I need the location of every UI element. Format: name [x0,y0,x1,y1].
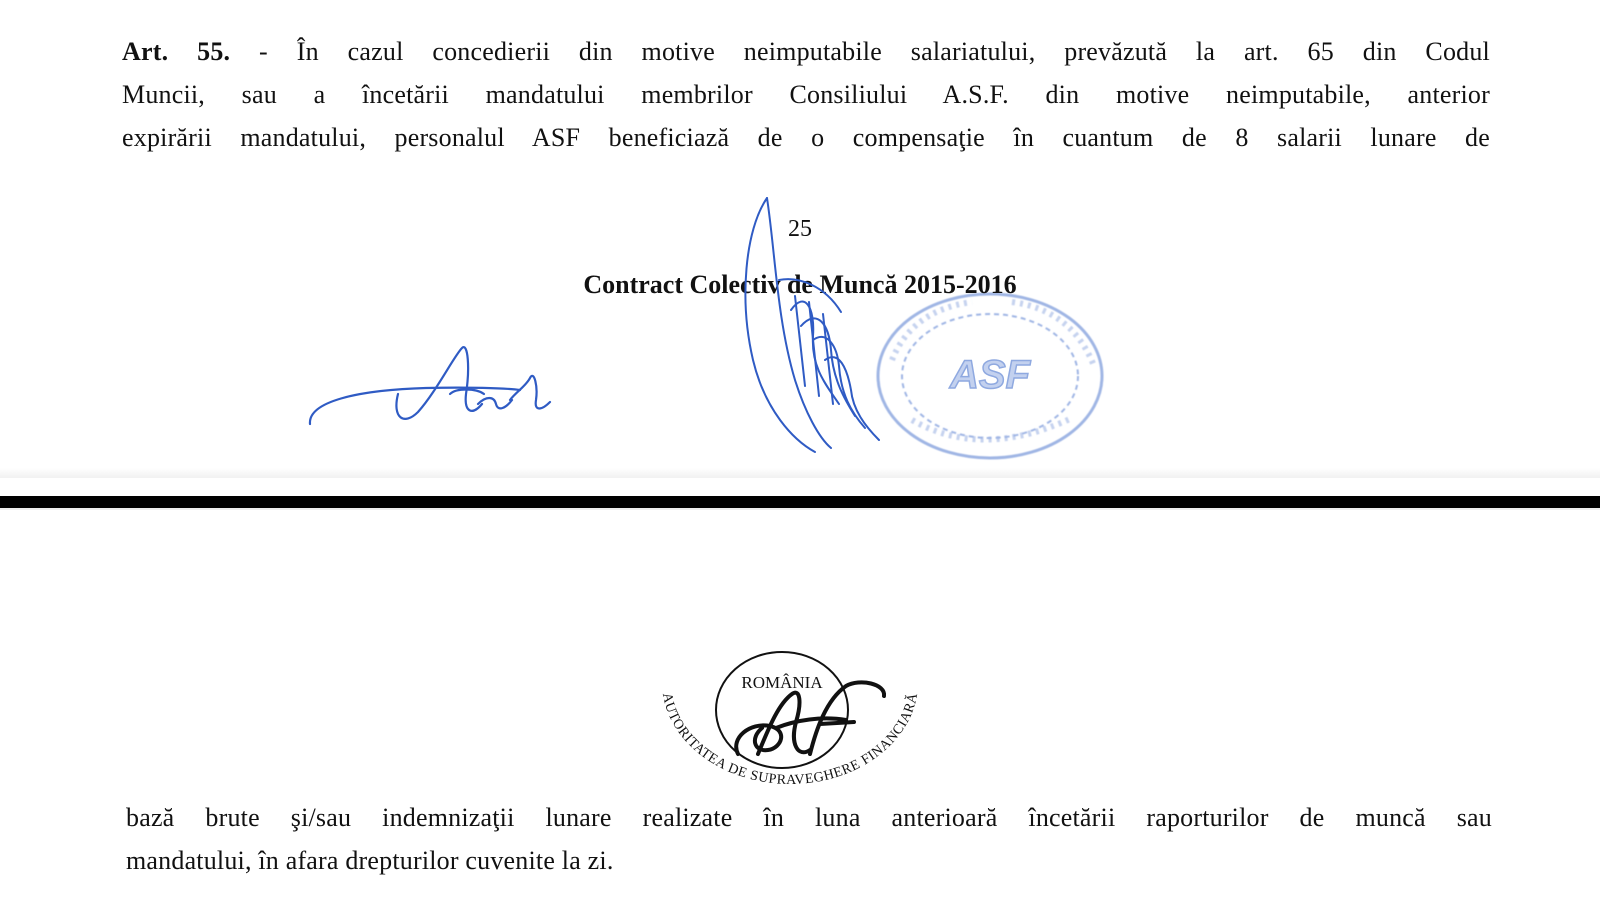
asf-logo [650,650,930,790]
asf-stamp [872,290,1108,466]
page-edge [0,468,1600,478]
page-number: 25 [788,216,812,242]
stamp-text: ASF [950,353,1030,397]
footer-title: Contract Colectiv de Muncă 2015-2016 [583,270,1017,299]
paragraph-line [122,30,1490,73]
paragraph-line: Muncii, sau a încetării mandatului membrilor Consiliului A.S.F. din motive neimputabile, anterior [122,80,1490,109]
page-separator [0,496,1600,508]
paragraph-line-text: - În cazul concedierii din motive neimputabile salariatului, prevăzută la art. 65 din Codul [230,37,1490,66]
signature-left [306,338,566,438]
signature-center [735,190,905,460]
paragraph-line: bază brute şi/sau indemnizaţii lunare realizate în luna anterioară încetării raporturilor de muncă sau [126,803,1492,832]
article-heading: Art. 55. [122,37,231,66]
paragraph-line: mandatului, în afara drepturilor cuvenite la zi. [126,846,614,875]
paragraph-line: expirării mandatului, personalul ASF beneficiază de o compensaţie în cuantum de 8 salarii lunare de [122,123,1490,152]
logo-ring-text: AUTORITATEA DE SUPRAVEGHERE FINANCIARĂ [658,691,922,789]
article-55-paragraph [122,30,1490,159]
logo-top-text: ROMÂNIA [741,673,823,692]
article-55-continuation [126,796,1492,882]
logo-monogram-icon [736,682,884,754]
